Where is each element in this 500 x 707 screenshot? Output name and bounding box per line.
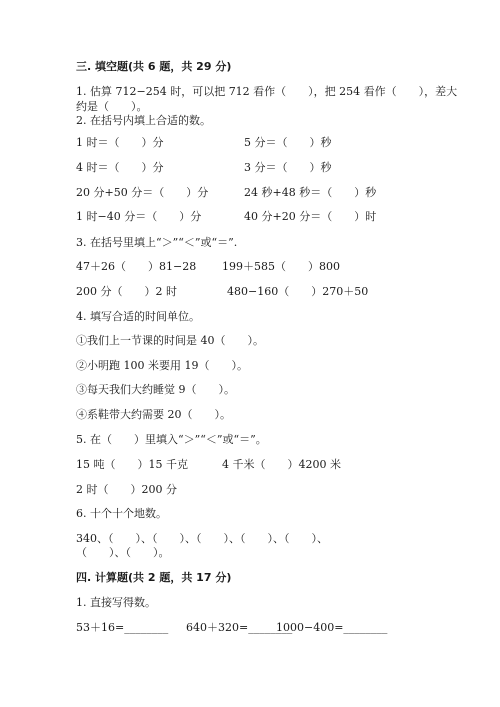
q2-row2-left: 4 时＝（ ）分 <box>76 161 164 174</box>
s4-q1-item1: 53＋16=________ <box>76 621 169 634</box>
q2-row3-right: 24 秒+48 秒＝（ ）秒 <box>244 186 377 199</box>
q5-row2-left: 2 时（ ）200 分 <box>76 483 177 496</box>
q5-title: 5. 在（ ）里填入“＞”“＜”或“＝”。 <box>76 433 267 446</box>
q2-row1-right: 5 分＝（ ）秒 <box>244 136 332 149</box>
q6-line2: （ ）、（ ）。 <box>76 546 170 559</box>
q3-row2-left: 200 分（ ）2 时 <box>76 285 177 298</box>
q4-title: 4. 填写合适的时间单位。 <box>76 310 200 323</box>
q2-row2-right: 3 分＝（ ）秒 <box>244 161 332 174</box>
q2-title: 2. 在括号内填上合适的数。 <box>76 114 211 127</box>
q3-title: 3. 在括号里填上“＞”“＜”或“＝”. <box>76 236 238 249</box>
q6-line1: 340、（ ）、（ ）、（ ）、（ ）、（ ）、 <box>76 532 328 545</box>
s4-q1-item3: 1000−400=________ <box>276 621 388 634</box>
q2-row4-left: 1 时−40 分＝（ ）分 <box>76 210 202 223</box>
q4-item1: ①我们上一节课的时间是 40（ ）。 <box>76 334 264 347</box>
q2-row3-left: 20 分+50 分＝（ ）分 <box>76 186 209 199</box>
section4-title: 四. 计算题(共 2 题，共 17 分) <box>76 571 232 584</box>
q4-item2: ②小明跑 100 米要用 19（ ）。 <box>76 359 248 372</box>
q3-row1-right: 199＋585（ ）800 <box>222 260 340 273</box>
q4-item3: ③每天我们大约睡觉 9（ ）。 <box>76 383 235 396</box>
q3-row2-right: 480−160（ ）270＋50 <box>227 285 369 298</box>
s4-q1-title: 1. 直接写得数。 <box>76 596 156 609</box>
q1-line1: 1. 估算 712−254 时，可以把 712 看作（ ），把 254 看作（ ），差大 <box>76 85 458 98</box>
q2-row4-right: 40 分+20 分＝（ ）时 <box>244 210 377 223</box>
q3-row1-left: 47＋26（ ）81−28 <box>76 260 197 273</box>
s4-q1-item2: 640＋320=________ <box>186 621 293 634</box>
q5-row1-right: 4 千米（ ）4200 米 <box>222 458 341 471</box>
q1-line2: 约是（ ）。 <box>76 100 148 113</box>
q2-row1-left: 1 时＝（ ）分 <box>76 136 164 149</box>
section3-title: 三. 填空题(共 6 题，共 29 分) <box>76 60 232 73</box>
q5-row1-left: 15 吨（ ）15 千克 <box>76 458 188 471</box>
q6-title: 6. 十个十个地数。 <box>76 507 167 520</box>
q4-item4: ④系鞋带大约需要 20（ ）。 <box>76 408 231 421</box>
